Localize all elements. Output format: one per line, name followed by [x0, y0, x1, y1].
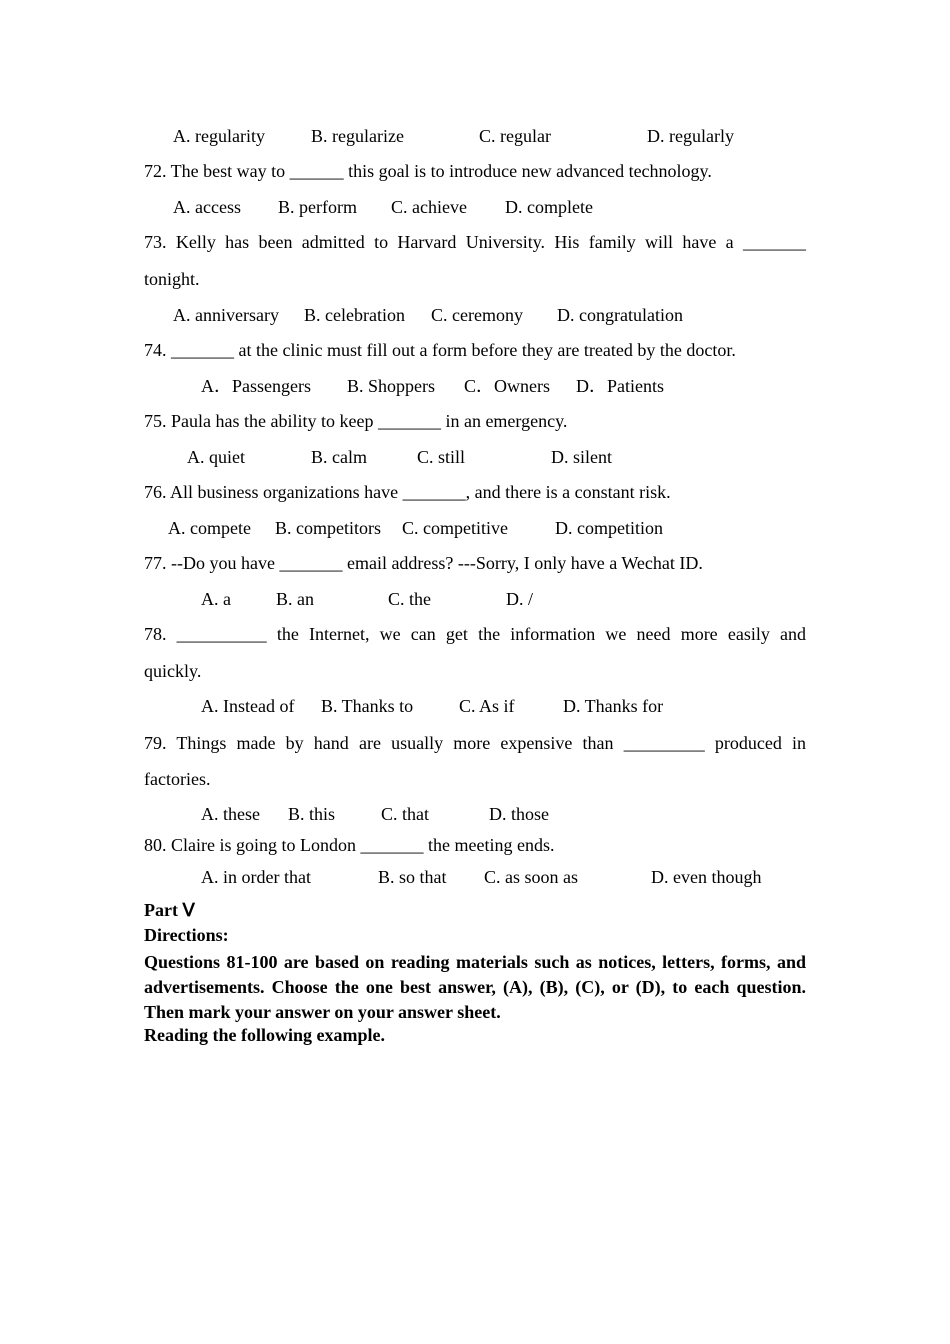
- option-72-d: D. complete: [505, 197, 593, 217]
- option-79-c: C. that: [381, 804, 429, 824]
- question-74-text: 74. _______ at the clinic must fill out a form before they are treated by the doctor.: [144, 340, 736, 360]
- option-73-c: C. ceremony: [431, 305, 523, 325]
- option-77-c: C. the: [388, 589, 431, 609]
- option-78-d: D. Thanks for: [563, 696, 664, 716]
- option-74-b: B. Shoppers: [347, 376, 436, 396]
- option-80-d: D. even though: [651, 867, 762, 887]
- question-76-text: 76. All business organizations have _______, and there is a constant risk.: [144, 482, 671, 502]
- option-80-a: A. in order that: [201, 867, 311, 887]
- option-77-b: B. an: [276, 589, 314, 609]
- option-73-a: A. anniversary: [173, 305, 279, 325]
- option-74-a: A．Passengers: [201, 376, 311, 396]
- option-76-c: C. competitive: [402, 518, 508, 538]
- option-75-b: B. calm: [311, 447, 367, 467]
- option-72-b: B. perform: [278, 197, 357, 217]
- option-78-c: C. As if: [459, 696, 515, 716]
- option-75-a: A. quiet: [187, 447, 245, 467]
- option-77-a: A. a: [201, 589, 231, 609]
- option-76-a: A. compete: [168, 518, 251, 538]
- directions-label: Directions:: [144, 925, 229, 945]
- option-80-b: B. so that: [378, 867, 447, 887]
- option-75-c: C. still: [417, 447, 466, 467]
- question-75-text: 75. Paula has the ability to keep _______ in an emergency.: [144, 411, 568, 431]
- part-title: Part Ⅴ: [144, 900, 195, 920]
- question-79-text: 79. Things made by hand are usually more expensive than _________ produced in: [144, 733, 806, 753]
- option-79-a: A. these: [201, 804, 260, 824]
- option-74-d: D．Patients: [576, 376, 664, 396]
- question-78-text: 78. __________ the Internet, we can get the information we need more easily and: [144, 624, 806, 644]
- option-77-d: D. /: [506, 589, 533, 609]
- example-instruction: Reading the following example.: [144, 1025, 385, 1045]
- question-77-text: 77. --Do you have _______ email address? ---Sorry, I only have a Wechat ID.: [144, 553, 703, 573]
- option-78-b: B. Thanks to: [321, 696, 414, 716]
- option-73-d: D. congratulation: [557, 305, 683, 325]
- option-71-b: B. regularize: [311, 126, 404, 146]
- question-78-text-continued: quickly.: [144, 661, 202, 681]
- option-72-a: A. access: [173, 197, 241, 217]
- question-79-text-continued: factories.: [144, 769, 211, 789]
- question-80-text: 80. Claire is going to London _______ the meeting ends.: [144, 835, 555, 855]
- option-72-c: C. achieve: [391, 197, 467, 217]
- question-73-text-continued: tonight.: [144, 269, 200, 289]
- option-80-c: C. as soon as: [484, 867, 578, 887]
- option-78-a: A. Instead of: [201, 696, 295, 716]
- option-79-d: D. those: [489, 804, 549, 824]
- option-71-a: A. regularity: [173, 126, 265, 146]
- option-76-d: D. competition: [555, 518, 663, 538]
- question-72-text: 72. The best way to ______ this goal is to introduce new advanced technology.: [144, 161, 712, 181]
- question-73-text: 73. Kelly has been admitted to Harvard University. His family will have a _______: [144, 232, 806, 252]
- option-71-d: D. regularly: [647, 126, 734, 146]
- directions-text: Questions 81-100 are based on reading materials such as notices, letters, forms, and advertisements. Choose the one best answer, (A), (B), (C), or (D), to each question. Then mark your answer on your answer sheet.: [144, 952, 806, 1022]
- option-79-b: B. this: [288, 804, 336, 824]
- option-74-c: C．Owners: [464, 376, 550, 396]
- option-73-b: B. celebration: [304, 305, 405, 325]
- option-76-b: B. competitors: [275, 518, 381, 538]
- option-71-c: C. regular: [479, 126, 551, 146]
- option-75-d: D. silent: [551, 447, 612, 467]
